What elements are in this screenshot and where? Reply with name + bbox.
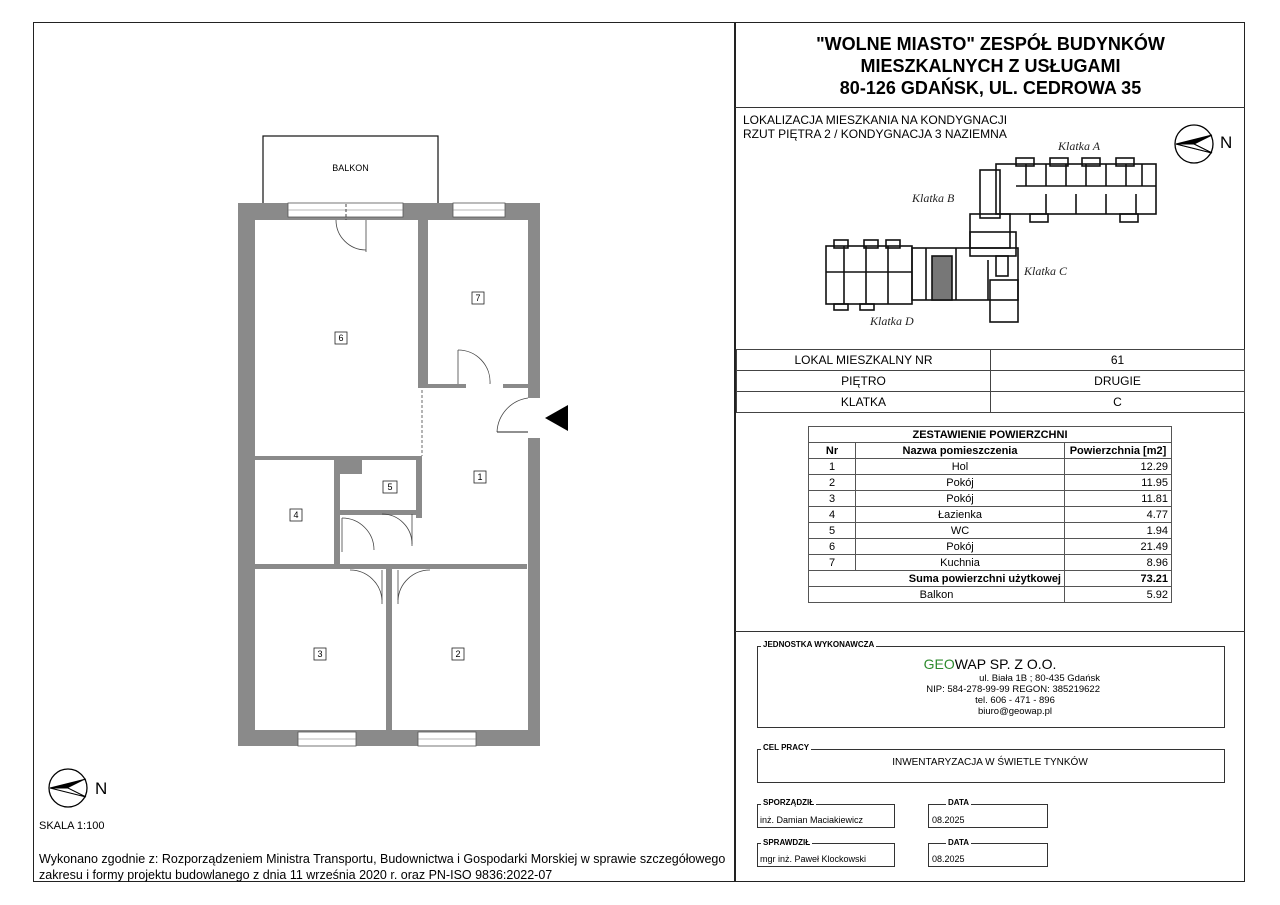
company-nip: NIP: 584-278-99-99 REGON: 385219622 — [926, 684, 1100, 695]
company-divider — [735, 631, 1245, 632]
info-value: 61 — [991, 350, 1245, 371]
row-area: 1.94 — [1065, 523, 1172, 539]
info-value: C — [991, 392, 1245, 413]
row-name: Pokój — [856, 491, 1065, 507]
info-row — [737, 350, 1245, 371]
row-name: Pokój — [856, 475, 1065, 491]
klatka-a-label: Klatka A — [1058, 139, 1101, 153]
table-row — [809, 491, 1172, 507]
info-value: DRUGIE — [991, 371, 1245, 392]
room-4-label: 4 — [293, 510, 299, 520]
info-label: LOKAL MIESZKALNY NR — [737, 350, 991, 371]
footer-note — [39, 851, 729, 883]
prepared-name: inż. Damian Maciakiewicz — [760, 815, 864, 825]
balcony-row — [809, 587, 1172, 603]
location-line-2: RZUT PIĘTRA 2 / KONDYGNACJA 3 NAZIEMNA — [743, 127, 1007, 141]
prepared-label: SPORZĄDZIŁ — [763, 798, 815, 807]
company-email: biuro@geowap.pl — [977, 706, 1053, 717]
balcony-label: BALKON — [332, 163, 369, 173]
info-label: KLATKA — [737, 392, 991, 413]
info-label: PIĘTRO — [737, 371, 991, 392]
title-divider — [735, 107, 1245, 108]
location-heading — [743, 113, 1007, 141]
room-6-label: 6 — [338, 333, 344, 343]
title-line-1: "WOLNE MIASTO" ZESPÓŁ BUDYNKÓW — [816, 34, 1165, 54]
row-name: Pokój — [856, 539, 1065, 555]
table-row — [809, 459, 1172, 475]
checked-label: SPRAWDZIŁ — [763, 838, 811, 847]
table-row — [809, 555, 1172, 571]
row-name: Hol — [856, 459, 1065, 475]
row-nr: 6 — [809, 539, 856, 555]
row-name: Kuchnia — [856, 555, 1065, 571]
checked-date-label: DATA — [948, 838, 970, 847]
balcony-label: Balkon — [809, 587, 1065, 603]
north-label: N — [1220, 133, 1233, 152]
company-name-geo: GEO — [923, 656, 955, 672]
room-3-label: 3 — [317, 649, 323, 659]
frame-divider — [734, 22, 736, 882]
company-details — [850, 673, 1100, 717]
row-nr: 5 — [809, 523, 856, 539]
row-nr: 7 — [809, 555, 856, 571]
purpose-label: CEL PRACY — [763, 743, 810, 752]
table-row — [809, 507, 1172, 523]
project-title — [736, 33, 1245, 99]
area-header-name: Nazwa pomieszczenia — [856, 443, 1065, 459]
company-name-rest: WAP SP. Z O.O. — [954, 656, 1057, 672]
location-line-1: LOKALIZACJA MIESZKANIA NA KONDYGNACJI — [743, 113, 1008, 127]
room-5-label: 5 — [387, 482, 393, 492]
sum-label: Suma powierzchni użytkowej — [809, 571, 1065, 587]
area-header-area: Powierzchnia [m2] — [1065, 443, 1172, 459]
table-row — [809, 523, 1172, 539]
area-header-nr: Nr — [809, 443, 856, 459]
row-nr: 4 — [809, 507, 856, 523]
row-name: Łazienka — [856, 507, 1065, 523]
unit-info-table — [736, 349, 1245, 413]
scale-label: SKALA 1:100 — [39, 820, 105, 832]
klatka-d-label: Klatka D — [870, 314, 914, 328]
company-name — [757, 656, 1223, 672]
row-nr: 1 — [809, 459, 856, 475]
row-area: 8.96 — [1065, 555, 1172, 571]
row-area: 21.49 — [1065, 539, 1172, 555]
info-row — [737, 371, 1245, 392]
balcony-value: 5.92 — [1065, 587, 1172, 603]
floor-plan — [230, 130, 590, 750]
area-table-title: ZESTAWIENIE POWIERZCHNI — [809, 427, 1172, 443]
row-area: 11.95 — [1065, 475, 1172, 491]
company-label: JEDNOSTKA WYKONAWCZA — [763, 640, 875, 649]
row-area: 12.29 — [1065, 459, 1172, 475]
sum-value: 73.21 — [1065, 571, 1172, 587]
title-line-2: MIESZKALNYCH Z USŁUGAMI — [860, 56, 1121, 76]
row-area: 11.81 — [1065, 491, 1172, 507]
info-row — [737, 392, 1245, 413]
building-key-plan — [820, 150, 1180, 330]
area-summary-table — [808, 426, 1172, 603]
klatka-c-label: Klatka C — [1024, 264, 1068, 278]
table-row — [809, 539, 1172, 555]
footer-line-2: zakresu i formy projektu budowlanego z dnia 11 września 2020 r. oraz PN-ISO 9836:2022-07 — [39, 868, 553, 882]
footer-line-1: Wykonano zgodnie z: Rozporządzeniem Ministra Transportu, Budownictwa i Gospodarki Morskiej w sprawie szczegółowego — [39, 852, 726, 866]
title-line-3: 80-126 GDAŃSK, UL. CEDROWA 35 — [839, 78, 1142, 98]
prepared-date: 08.2025 — [932, 815, 965, 825]
klatka-b-label: Klatka B — [912, 191, 955, 205]
plan-north-label: N — [95, 779, 108, 798]
table-row — [809, 475, 1172, 491]
room-1-label: 1 — [477, 472, 483, 482]
checked-date: 08.2025 — [932, 854, 965, 864]
prepared-date-label: DATA — [948, 798, 970, 807]
row-area: 4.77 — [1065, 507, 1172, 523]
plan-north-arrow-icon — [46, 766, 96, 812]
room-2-label: 2 — [455, 649, 461, 659]
row-name: WC — [856, 523, 1065, 539]
company-address: ul. Biała 1B ; 80-435 Gdańsk — [979, 673, 1100, 684]
company-tel: tel. 606 - 471 - 896 — [975, 695, 1055, 706]
room-7-label: 7 — [475, 293, 481, 303]
purpose-text: INWENTARYZACJA W ŚWIETLE TYNKÓW — [892, 757, 1088, 768]
checked-name: mgr inż. Paweł Klockowski — [760, 854, 867, 864]
sum-row — [809, 571, 1172, 587]
row-nr: 2 — [809, 475, 856, 491]
row-nr: 3 — [809, 491, 856, 507]
